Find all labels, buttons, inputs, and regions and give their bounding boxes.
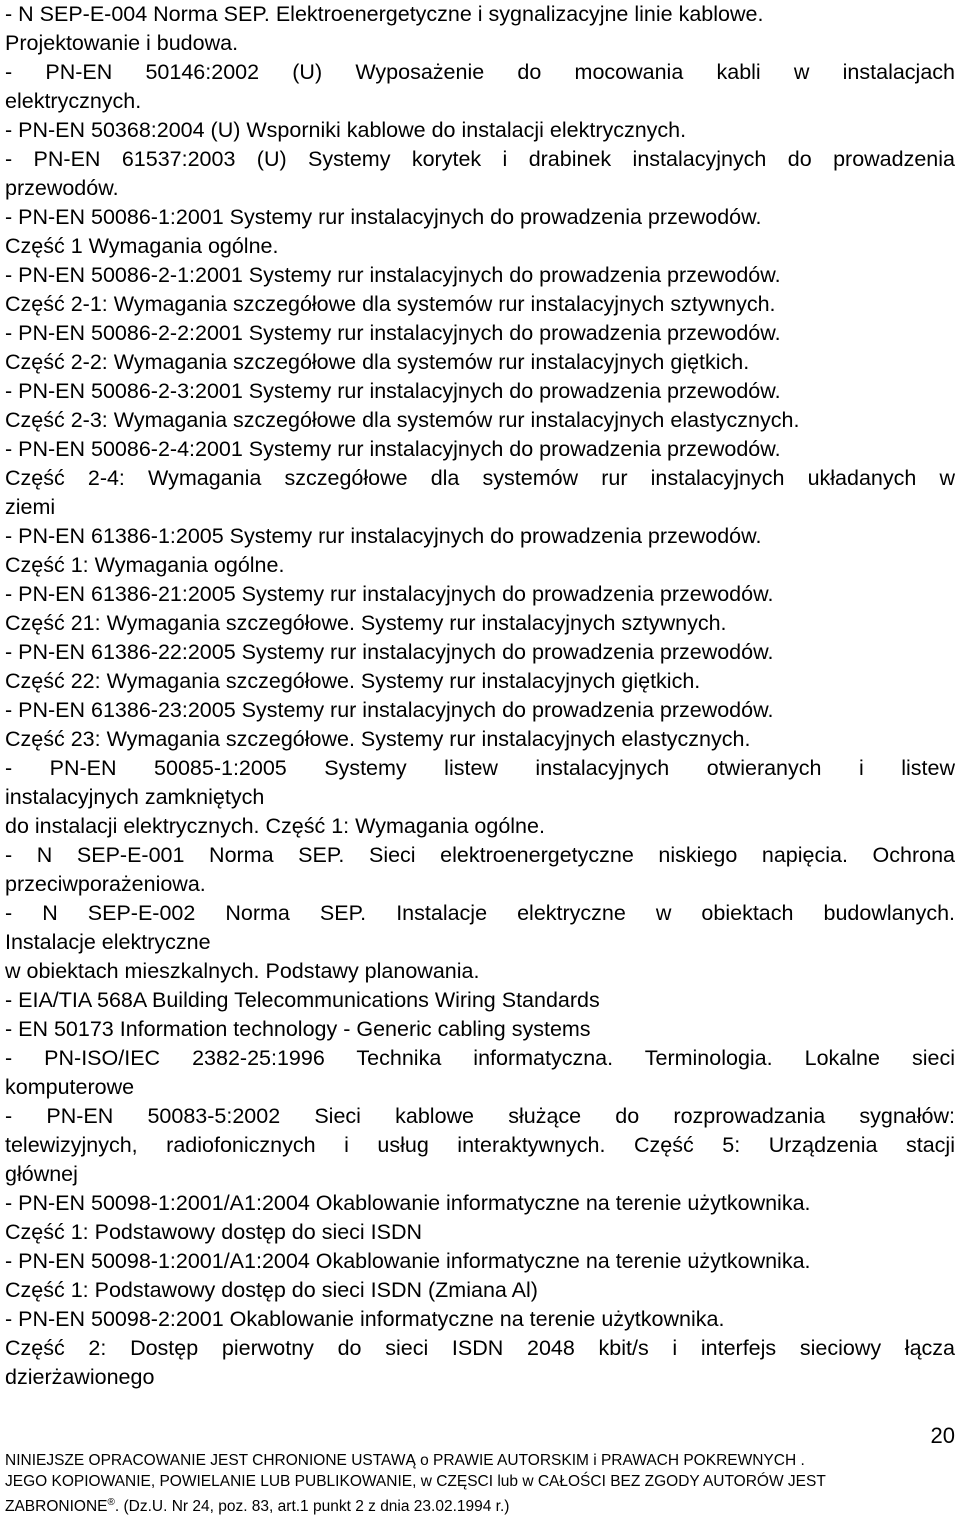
text-line: - PN-EN 50098-2:2001 Okablowanie informatyczne na terenie użytkownika.: [5, 1307, 725, 1331]
text-line: do instalacji elektrycznych. Część 1: Wymagania ogólne.: [5, 814, 545, 838]
text-line: - PN-EN 61386-21:2005 Systemy rur instalacyjnych do prowadzenia przewodów.: [5, 582, 774, 606]
text-line: - PN-EN 50086-2-2:2001 Systemy rur instalacyjnych do prowadzenia przewodów.: [5, 321, 781, 345]
text-line: - EN 50173 Information technology - Generic cabling systems: [5, 1017, 591, 1041]
text-line: Część 2-1: Wymagania szczegółowe dla systemów rur instalacyjnych sztywnych.: [5, 292, 776, 316]
footer-line-3-start: ZABRONIONE: [5, 1498, 108, 1515]
text-line: - N SEP-E-002 Norma SEP. Instalacje elektryczne w obiektach budowlanych.: [5, 901, 955, 925]
text-line: - PN-EN 61537:2003 (U) Systemy korytek i drabinek instalacyjnych do prowadzenia: [5, 147, 955, 171]
text-line: instalacyjnych zamkniętych: [5, 785, 265, 809]
text-line: elektrycznych.: [5, 89, 142, 113]
text-line: Część 2-2: Wymagania szczegółowe dla systemów rur instalacyjnych giętkich.: [5, 350, 750, 374]
text-line: Część 22: Wymagania szczegółowe. Systemy rur instalacyjnych giętkich.: [5, 669, 701, 693]
document-body: [5, 0, 955, 1392]
text-line: - N SEP-E-001 Norma SEP. Sieci elektroenergetyczne niskiego napięcia. Ochrona: [5, 843, 955, 867]
text-line: Część 21: Wymagania szczegółowe. Systemy rur instalacyjnych sztywnych.: [5, 611, 727, 635]
text-line: - PN-EN 50086-2-1:2001 Systemy rur instalacyjnych do prowadzenia przewodów.: [5, 263, 781, 287]
text-line: - EIA/TIA 568A Building Telecommunications Wiring Standards: [5, 988, 600, 1012]
footer-line-2: JEGO KOPIOWANIE, POWIELANIE LUB PUBLIKOWANIE, w CZĘSCI lub w CAŁOŚCI BEZ ZGODY AUTORÓW JEST: [5, 1473, 826, 1490]
text-line: głównej: [5, 1162, 78, 1186]
text-line: - PN-EN 50086-2-3:2001 Systemy rur instalacyjnych do prowadzenia przewodów.: [5, 379, 781, 403]
text-line: przeciwporażeniowa.: [5, 872, 206, 896]
text-line: Część 2-3: Wymagania szczegółowe dla systemów rur instalacyjnych elastycznych.: [5, 408, 800, 432]
text-line: - PN-EN 61386-22:2005 Systemy rur instalacyjnych do prowadzenia przewodów.: [5, 640, 774, 664]
text-line: - PN-ISO/IEC 2382-25:1996 Technika informatyczna. Terminologia. Lokalne sieci: [5, 1046, 955, 1070]
copyright-footer: [5, 1450, 955, 1513]
text-line: - N SEP-E-004 Norma SEP. Elektroenergetyczne i sygnalizacyjne linie kablowe.: [5, 2, 764, 26]
text-line: telewizyjnych, radiofonicznych i usług interaktywnych. Część 5: Urządzenia stacji: [5, 1133, 955, 1157]
text-line: Część 2: Dostęp pierwotny do sieci ISDN 2048 kbit/s i interfejs sieciowy łącza: [5, 1336, 955, 1360]
text-line: Część 1: Podstawowy dostęp do sieci ISDN: [5, 1220, 423, 1244]
text-line: przewodów.: [5, 176, 119, 200]
text-line: - PN-EN 61386-1:2005 Systemy rur instalacyjnych do prowadzenia przewodów.: [5, 524, 762, 548]
text-line: - PN-EN 61386-23:2005 Systemy rur instalacyjnych do prowadzenia przewodów.: [5, 698, 774, 722]
footer-line-1: NINIEJSZE OPRACOWANIE JEST CHRONIONE USTAWĄ o PRAWIE AUTORSKIM i PRAWACH POKREWNYCH .: [5, 1452, 805, 1469]
text-line: - PN-EN 50083-5:2002 Sieci kablowe służące do rozprowadzania sygnałów:: [5, 1104, 955, 1128]
text-line: - PN-EN 50086-1:2001 Systemy rur instalacyjnych do prowadzenia przewodów.: [5, 205, 762, 229]
footer-line-3-end: . (Dz.U. Nr 24, poz. 83, art.1 punkt 2 z dnia 23.02.1994 r.): [114, 1498, 510, 1515]
registered-mark: ®: [107, 1497, 115, 1508]
text-line: - PN-EN 50146:2002 (U) Wyposażenie do mocowania kabli w instalacjach: [5, 60, 955, 84]
text-line: komputerowe: [5, 1075, 135, 1099]
text-line: ziemi: [5, 495, 56, 519]
text-line: Instalacje elektryczne: [5, 930, 211, 954]
footer-line-3: [5, 1492, 955, 1513]
text-line: - PN-EN 50368:2004 (U) Wsporniki kablowe do instalacji elektrycznych.: [5, 118, 687, 142]
text-line: Projektowanie i budowa.: [5, 31, 239, 55]
text-line: - PN-EN 50098-1:2001/A1:2004 Okablowanie informatyczne na terenie użytkownika.: [5, 1191, 811, 1215]
page-number: 20: [930, 1423, 955, 1448]
text-line: Część 23: Wymagania szczegółowe. Systemy rur instalacyjnych elastycznych.: [5, 727, 751, 751]
text-line: - PN-EN 50085-1:2005 Systemy listew instalacyjnych otwieranych i listew: [5, 756, 955, 780]
text-line: Część 1: Wymagania ogólne.: [5, 553, 285, 577]
text-line: - PN-EN 50086-2-4:2001 Systemy rur instalacyjnych do prowadzenia przewodów.: [5, 437, 781, 461]
text-line: w obiektach mieszkalnych. Podstawy planowania.: [5, 959, 480, 983]
text-line: Część 2-4: Wymagania szczegółowe dla systemów rur instalacyjnych układanych w: [5, 466, 955, 490]
text-line: Część 1 Wymagania ogólne.: [5, 234, 279, 258]
text-line: dzierżawionego: [5, 1365, 155, 1389]
text-line: Część 1: Podstawowy dostęp do sieci ISDN (Zmiana Al): [5, 1278, 538, 1302]
text-line: - PN-EN 50098-1:2001/A1:2004 Okablowanie informatyczne na terenie użytkownika.: [5, 1249, 811, 1273]
